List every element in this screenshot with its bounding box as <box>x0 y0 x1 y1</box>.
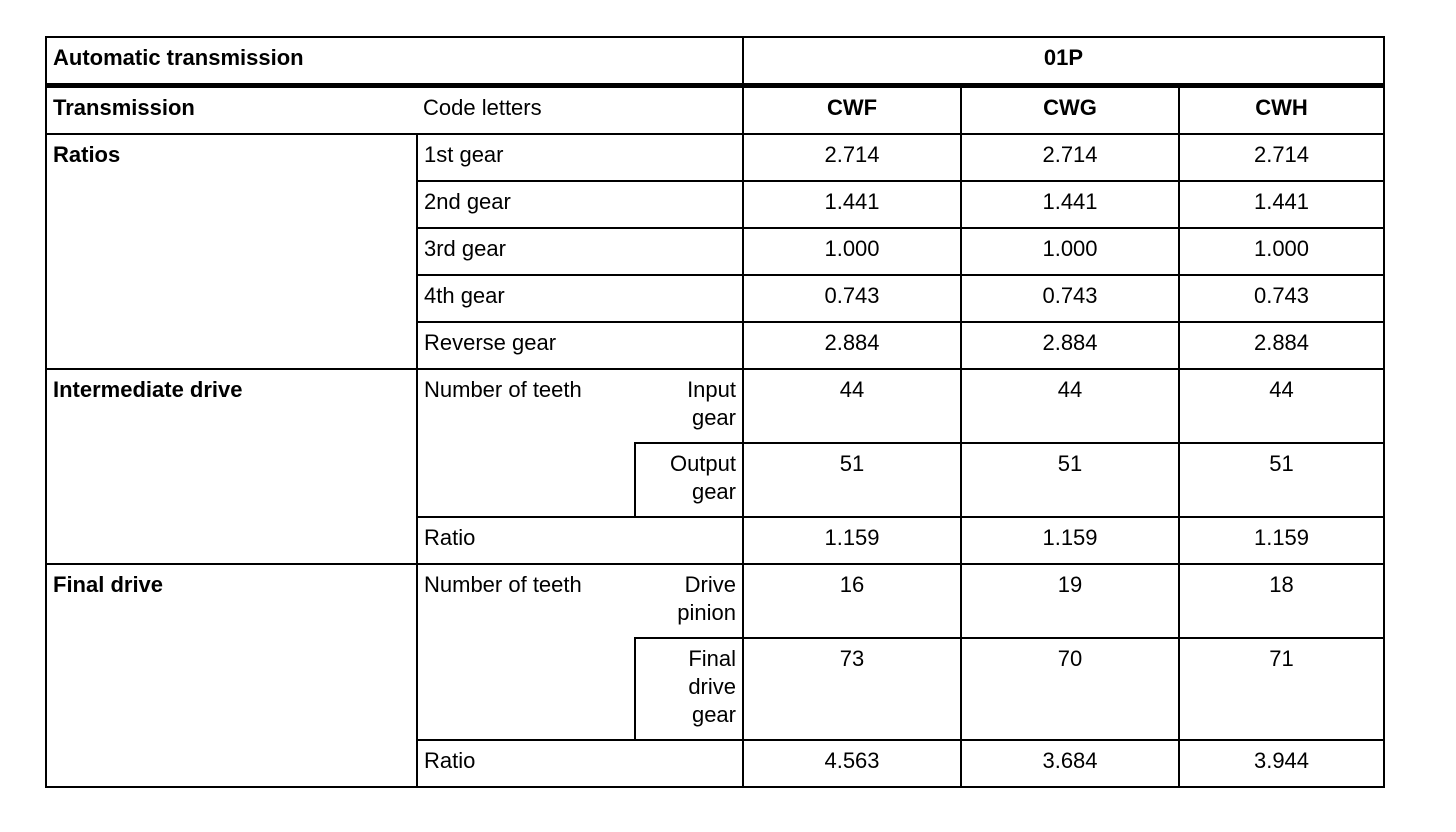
code-letters-label: Code letters <box>417 86 743 135</box>
value-cell: 1.000 <box>961 228 1179 275</box>
value-cell: 1.000 <box>743 228 961 275</box>
value-cell: 1.441 <box>1179 181 1384 228</box>
value-cell: 44 <box>743 369 961 443</box>
value-cell: 18 <box>1179 564 1384 638</box>
model-code: 01P <box>743 37 1384 86</box>
value-cell: 2.714 <box>743 134 961 181</box>
value-cell: 71 <box>1179 638 1384 740</box>
value-cell: 4.563 <box>743 740 961 787</box>
sub-row-label: Drive pinion <box>635 564 743 638</box>
value-cell: 16 <box>743 564 961 638</box>
value-cell: 2.714 <box>961 134 1179 181</box>
value-cell: 1.159 <box>743 517 961 564</box>
intermediate-drive-label: Intermediate drive <box>46 369 417 564</box>
value-cell: 1.159 <box>1179 517 1384 564</box>
value-cell: 44 <box>1179 369 1384 443</box>
value-cell: 51 <box>1179 443 1384 517</box>
ratios-label: Ratios <box>46 134 417 369</box>
table-row <box>46 134 1384 181</box>
row-label: Ratio <box>417 517 743 564</box>
code-column-3: CWH <box>1179 86 1384 135</box>
value-cell: 51 <box>961 443 1179 517</box>
value-cell: 3.944 <box>1179 740 1384 787</box>
sub-row-label: Output gear <box>635 443 743 517</box>
table-title-row <box>46 37 1384 86</box>
teeth-label: Number of teeth <box>417 369 635 517</box>
row-label: 1st gear <box>417 134 743 181</box>
final-drive-label: Final drive <box>46 564 417 787</box>
value-cell: 0.743 <box>961 275 1179 322</box>
sub-row-label: Final drive gear <box>635 638 743 740</box>
teeth-label: Number of teeth <box>417 564 635 740</box>
value-cell: 19 <box>961 564 1179 638</box>
row-label: 4th gear <box>417 275 743 322</box>
value-cell: 2.884 <box>961 322 1179 369</box>
value-cell: 0.743 <box>1179 275 1384 322</box>
code-column-1: CWF <box>743 86 961 135</box>
value-cell: 70 <box>961 638 1179 740</box>
value-cell: 2.884 <box>743 322 961 369</box>
value-cell: 44 <box>961 369 1179 443</box>
value-cell: 1.159 <box>961 517 1179 564</box>
value-cell: 1.000 <box>1179 228 1384 275</box>
sub-row-label: Input gear <box>635 369 743 443</box>
value-cell: 3.684 <box>961 740 1179 787</box>
table-title: Automatic transmission <box>46 37 743 86</box>
table-row <box>46 369 1384 443</box>
row-label: 2nd gear <box>417 181 743 228</box>
value-cell: 2.884 <box>1179 322 1384 369</box>
row-label: 3rd gear <box>417 228 743 275</box>
value-cell: 2.714 <box>1179 134 1384 181</box>
value-cell: 73 <box>743 638 961 740</box>
value-cell: 0.743 <box>743 275 961 322</box>
code-column-2: CWG <box>961 86 1179 135</box>
row-label: Ratio <box>417 740 743 787</box>
transmission-spec-table <box>45 36 1385 788</box>
row-label: Reverse gear <box>417 322 743 369</box>
value-cell: 51 <box>743 443 961 517</box>
transmission-label: Transmission <box>46 86 417 135</box>
column-header-row <box>46 86 1384 135</box>
value-cell: 1.441 <box>743 181 961 228</box>
table-row <box>46 564 1384 638</box>
value-cell: 1.441 <box>961 181 1179 228</box>
